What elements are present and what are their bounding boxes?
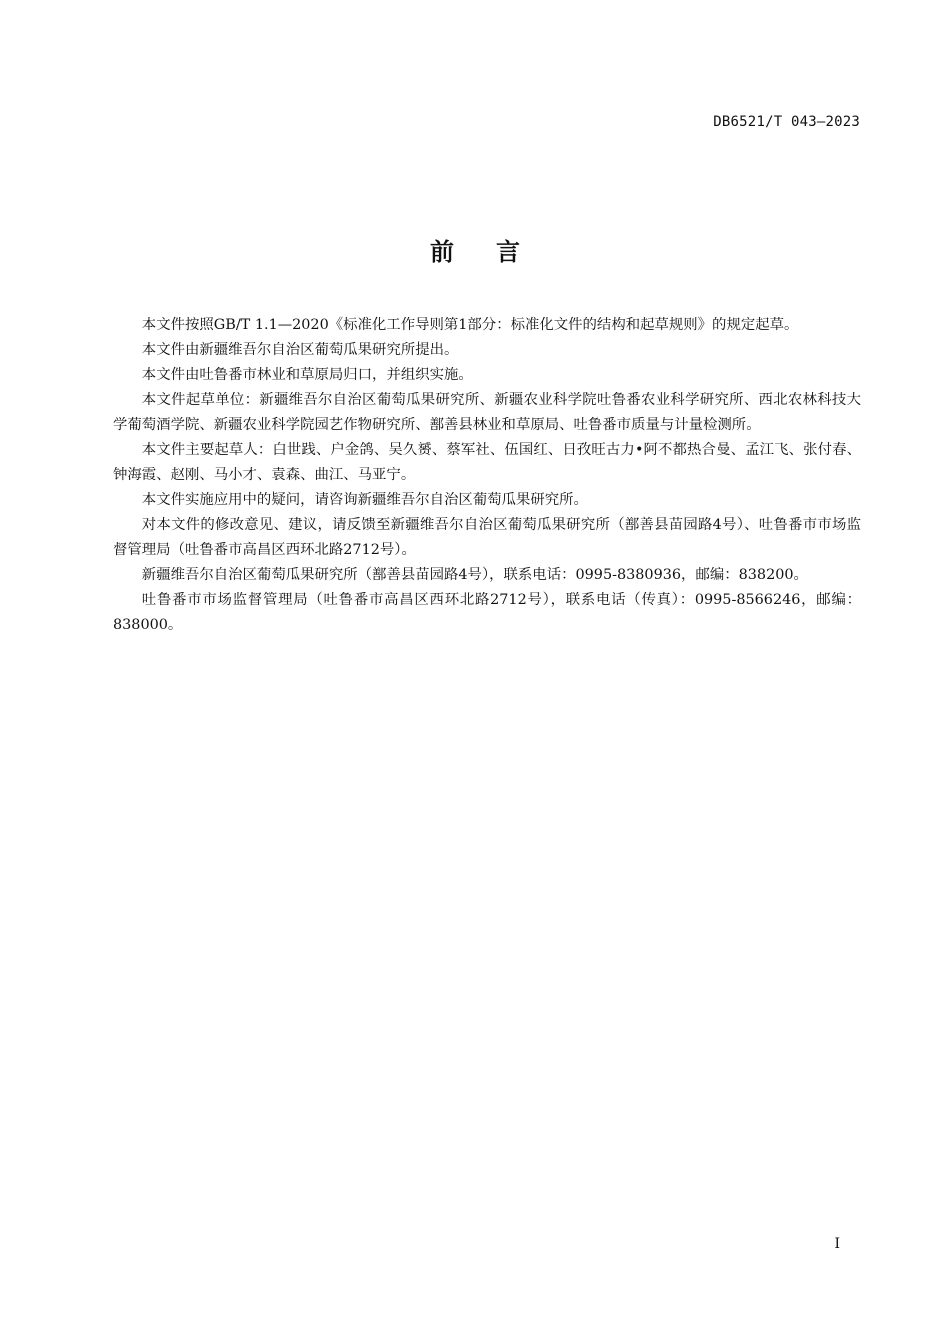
paragraph-drafters: 本文件主要起草人：白世践、户金鸽、吴久赟、蔡军社、伍国红、日孜旺古力•阿不都热合曼、孟江飞、张付春、钟海霞、赵刚、马小才、袁森、曲江、马亚宁。 xyxy=(113,442,861,483)
paragraph-drafting-units: 本文件起草单位：新疆维吾尔自治区葡萄瓜果研究所、新疆农业科学院吐鲁番农业科学研究所、西北农林科技大学葡萄酒学院、新疆农业科学院园艺作物研究所、鄯善县林业和草原局、吐鲁番市质量与计量检测所。 xyxy=(113,392,861,433)
paragraph-inquiries: 本文件实施应用中的疑问，请咨询新疆维吾尔自治区葡萄瓜果研究所。 xyxy=(141,492,588,508)
paragraph-administrator: 本文件由吐鲁番市林业和草原局归口，并组织实施。 xyxy=(141,367,473,383)
paragraph-drafting-rules: 本文件按照GB/T 1.1—2020《标准化工作导则第1部分：标准化文件的结构和起草规则》的规定起草。 xyxy=(141,317,799,333)
paragraph-proposer: 本文件由新疆维吾尔自治区葡萄瓜果研究所提出。 xyxy=(141,342,459,358)
page-number: I xyxy=(834,1236,840,1252)
page-title: 前言 xyxy=(430,238,562,266)
paragraph-feedback: 对本文件的修改意见、建议，请反馈至新疆维吾尔自治区葡萄瓜果研究所（鄯善县苗园路4号）、吐鲁番市市场监督管理局（吐鲁番市高昌区西环北路2712号）。 xyxy=(113,517,861,558)
foreword-body xyxy=(113,313,861,638)
document-code: DB6521/T 043—2023 xyxy=(713,114,860,130)
paragraph-contact-bureau: 吐鲁番市市场监督管理局（吐鲁番市高昌区西环北路2712号），联系电话（传真）：0995-8566246，邮编：838000。 xyxy=(113,592,861,633)
paragraph-contact-institute: 新疆维吾尔自治区葡萄瓜果研究所（鄯善县苗园路4号），联系电话：0995-8380936，邮编：838200。 xyxy=(141,567,808,583)
